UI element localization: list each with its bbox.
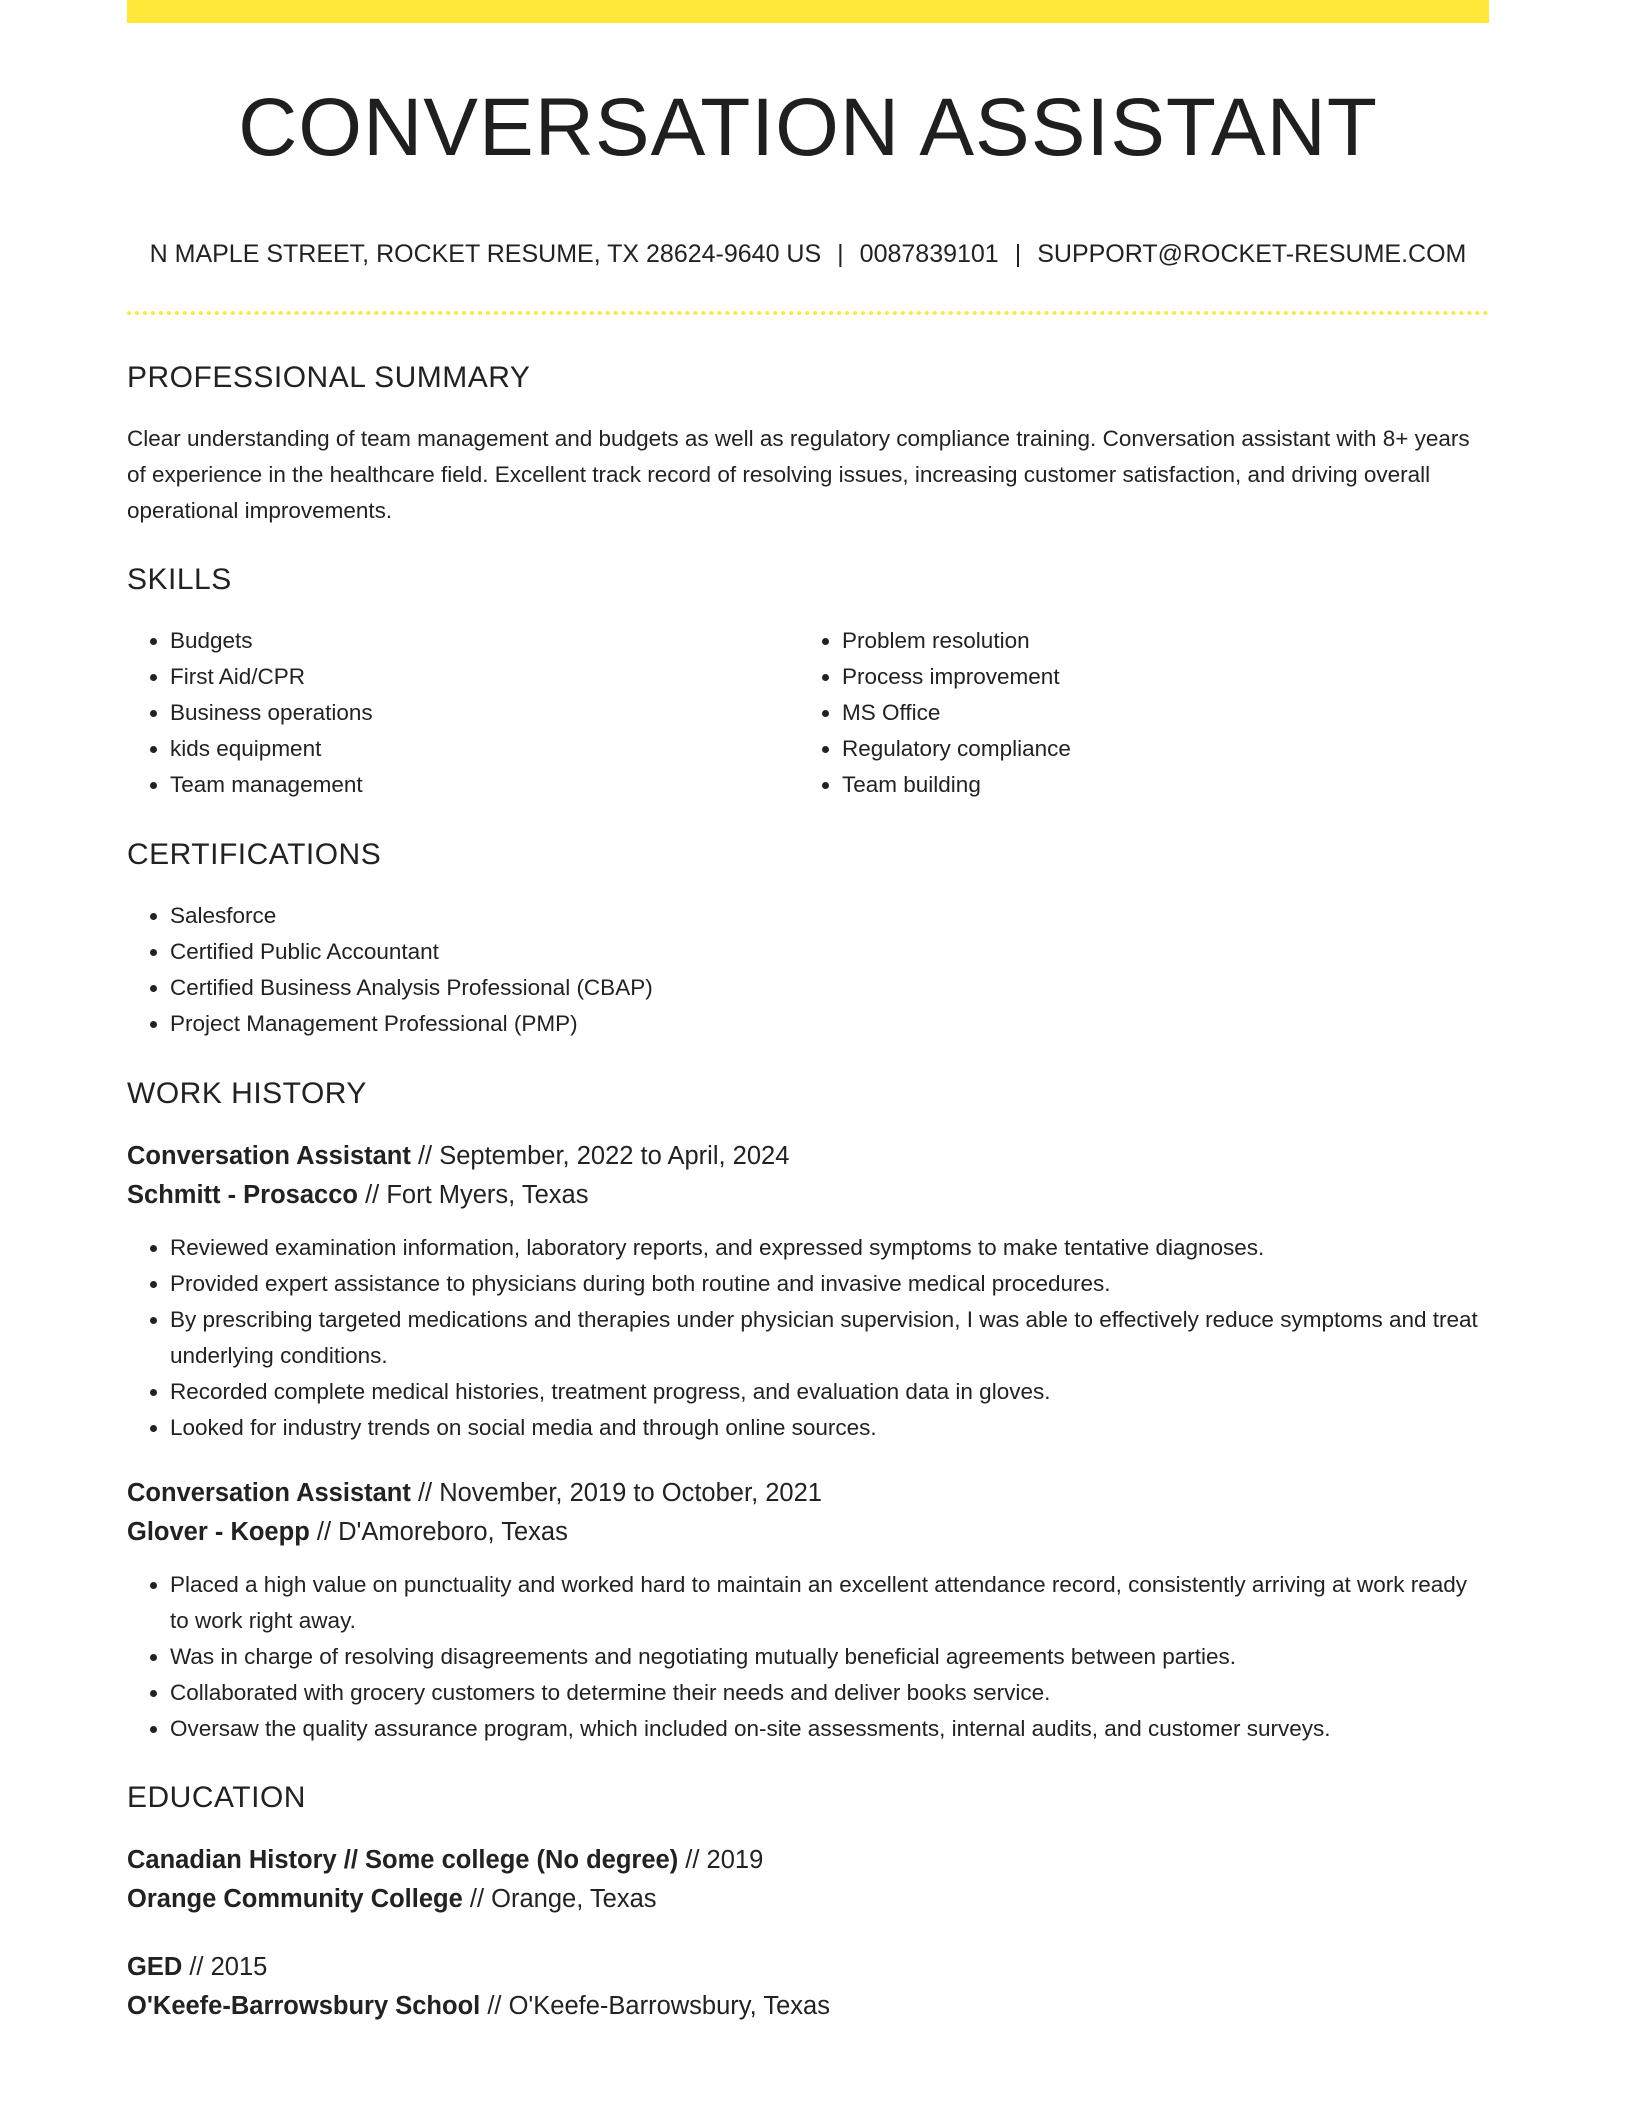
education-degree: GED [127,1953,183,1982]
contact-line [127,239,1489,269]
job-bullet: • Provided expert assistance to physicians during both routine and invasive medical procedures. [170,1266,1489,1302]
education-school: O'Keefe-Barrowsbury School [127,1992,481,2021]
certification-item: • Certified Business Analysis Professional (CBAP) [170,970,1489,1006]
skill-item: • kids equipment [170,731,799,767]
job-bullets [127,1230,1489,1446]
address: N MAPLE STREET, ROCKET RESUME, TX 28624-9640 US [149,240,822,269]
job-bullet: • Collaborated with grocery customers to determine their needs and deliver books service. [170,1675,1489,1711]
certification-item: • Certified Public Accountant [170,934,1489,970]
job-bullet: • Recorded complete medical histories, treatment progress, and evaluation data in gloves. [170,1374,1489,1410]
skills-right-list [799,623,1471,803]
job-company: Schmitt - Prosacco [127,1181,358,1210]
skill-item: • Business operations [170,695,799,731]
job-bullet: • Looked for industry trends on social media and through online sources. [170,1410,1489,1446]
job-bullet: • By prescribing targeted medications and therapies under physician supervision, I was able to effectively reduce symptoms and treat underlying conditions. [170,1302,1489,1374]
education-location: // O'Keefe-Barrowsbury, Texas [480,1992,830,2021]
education-location: // Orange, Texas [462,1885,657,1914]
candidate-name: CONVERSATION ASSISTANT [238,82,1378,173]
job-role: Conversation Assistant [127,1142,411,1171]
job-dates: // September, 2022 to April, 2024 [410,1142,790,1171]
education-entry [127,1841,1489,1919]
job-bullet: • Oversaw the quality assurance program, which included on-site assessments, internal audits, and customer surveys. [170,1711,1489,1747]
skills-left-list [127,623,799,803]
work-history-heading: WORK HISTORY [127,1077,367,1111]
job-title-line [127,1474,1489,1513]
job-company-line [127,1176,1489,1215]
resume-page [127,0,1489,2026]
education-degree-line [127,1948,1489,1987]
job-bullets [127,1567,1489,1747]
education-degree-line [127,1841,1489,1880]
job-bullet: • Was in charge of resolving disagreements and negotiating mutually beneficial agreements between parties. [170,1639,1489,1675]
skill-item: • Team building [842,767,1471,803]
certification-item: • Project Management Professional (PMP) [170,1006,1489,1042]
separator: | [837,240,844,269]
dotted-divider [127,311,1489,315]
education-heading: EDUCATION [127,1781,306,1815]
job-location: // D'Amoreboro, Texas [309,1518,568,1547]
skill-item: • Problem resolution [842,623,1471,659]
skills-heading: SKILLS [127,563,232,597]
certifications-list [127,898,1489,1042]
skill-item: • Regulatory compliance [842,731,1471,767]
education-year: // 2015 [182,1953,268,1982]
skills-columns [127,623,1489,803]
job-company-line [127,1513,1489,1552]
certification-item: • Salesforce [170,898,1489,934]
skill-item: • Team management [170,767,799,803]
job-title-line [127,1137,1489,1176]
job-dates: // November, 2019 to October, 2021 [410,1479,822,1508]
certifications-heading: CERTIFICATIONS [127,838,382,872]
phone: 0087839101 [859,240,999,269]
skill-item: • Budgets [170,623,799,659]
job-bullet: • Reviewed examination information, laboratory reports, and expressed symptoms to make tentative diagnoses. [170,1230,1489,1266]
skill-item: • First Aid/CPR [170,659,799,695]
education-school-line [127,1987,1489,2026]
job-role: Conversation Assistant [127,1479,411,1508]
skill-item: • Process improvement [842,659,1471,695]
education-school: Orange Community College [127,1885,463,1914]
summary-text: Clear understanding of team management and budgets as well as regulatory compliance training. Conversation assistant with 8+ years of experience in the healthcare field. Excellent track record of resolving issues, increasing customer satisfaction, and driving overall operational improvements. [127,426,1470,524]
education-year: // 2019 [678,1846,764,1875]
job-bullet: • Placed a high value on punctuality and worked hard to maintain an excellent attendance record, consistently arriving at work ready to work right away. [170,1567,1489,1639]
email: SUPPORT@ROCKET-RESUME.COM [1037,240,1467,269]
job-location: // Fort Myers, Texas [357,1181,589,1210]
education-entry [127,1948,1489,2026]
skill-item: • MS Office [842,695,1471,731]
job-company: Glover - Koepp [127,1518,310,1547]
separator: | [1014,240,1022,269]
education-school-line [127,1880,1489,1919]
job-entry [127,1137,1489,1446]
job-entry [127,1474,1489,1747]
education-degree: Canadian History // Some college (No degree) [127,1846,679,1875]
summary-heading: PROFESSIONAL SUMMARY [127,361,531,395]
top-accent-bar [127,0,1489,23]
